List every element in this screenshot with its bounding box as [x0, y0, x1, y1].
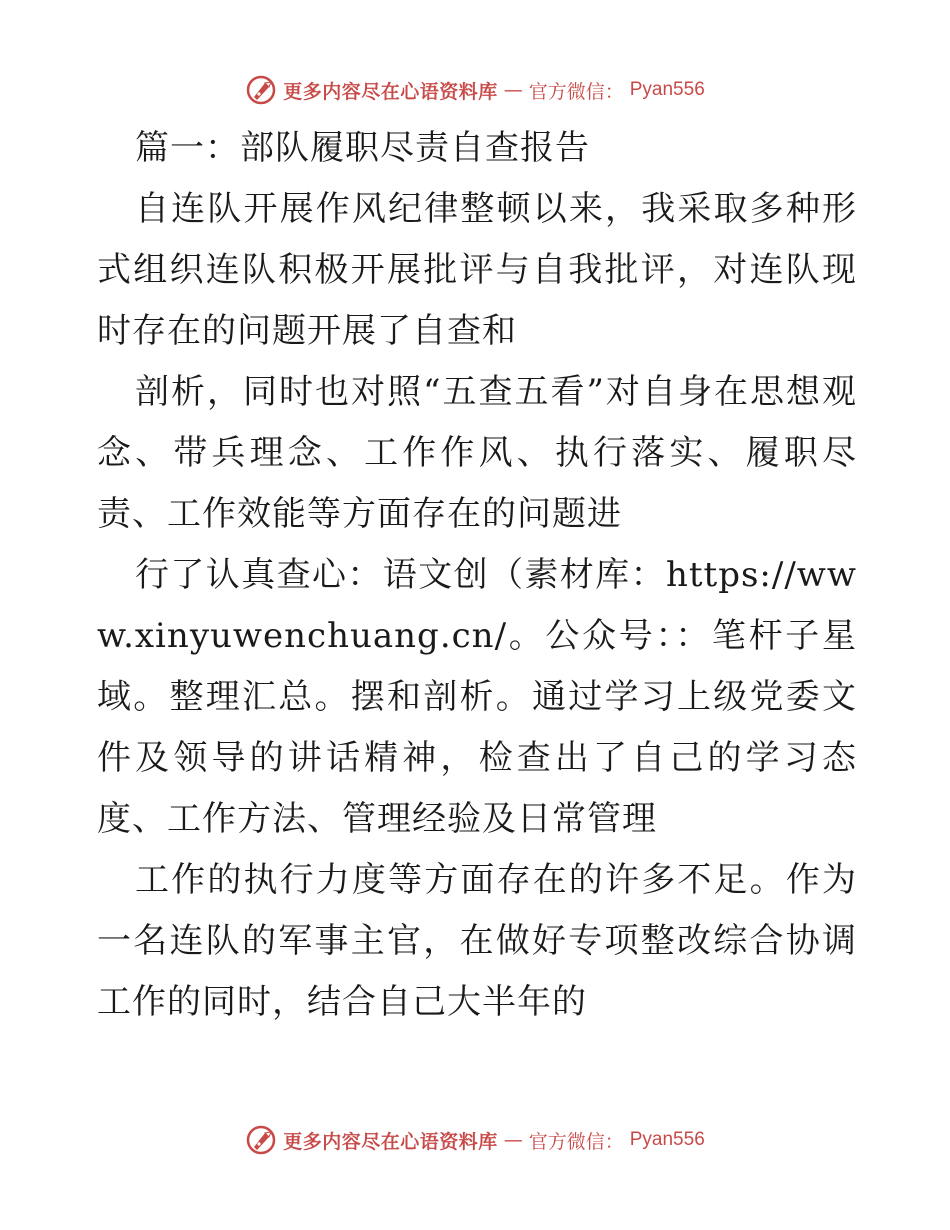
header-brand-text: 更多内容尽在心语资料库 [283, 80, 498, 103]
footer-contact-label: 官方微信： [528, 1130, 624, 1153]
header-separator: — [503, 79, 523, 101]
header-banner [0, 70, 950, 110]
document-paragraph-1: 自连队开展作风纪律整顿以来，我采取多种形式组织连队积极开展批评与自我批评，对连队现时存在的问题开展了自查和 [97, 189, 857, 351]
header-contact-value: Pyan556 [629, 79, 705, 100]
pen-nib-logo-icon [245, 1124, 277, 1156]
footer-separator: — [503, 1129, 523, 1151]
footer-brand-text: 更多内容尽在心语资料库 [283, 1130, 498, 1153]
document-title: 篇一：部队履职尽责自查报告 [135, 128, 590, 168]
pen-nib-logo-icon [245, 74, 277, 106]
document-paragraph-3: 行了认真查心：语文创（素材库：https://www.xinyuwenchuang.cn/。公众号：：笔杆子星域。整理汇总。摆和剖析。通过学习上级党委文件及领导的讲话精神，检查出了自己的学习态度、工作方法、管理经验及日常管理 [97, 555, 857, 839]
document-paragraph-4: 工作的执行力度等方面存在的许多不足。作为一名连队的军事主官，在做好专项整改综合协调工作的同时，结合自己大半年的 [97, 860, 857, 1022]
footer-banner [0, 1120, 950, 1160]
footer-contact-value: Pyan556 [629, 1129, 705, 1150]
document-paragraph-2: 剖析，同时也对照“五查五看”对自身在思想观念、带兵理念、工作作风、执行落实、履职尽责、工作效能等方面存在的问题进 [97, 372, 857, 534]
header-contact-label: 官方微信： [528, 80, 624, 103]
document-body [97, 118, 857, 1033]
